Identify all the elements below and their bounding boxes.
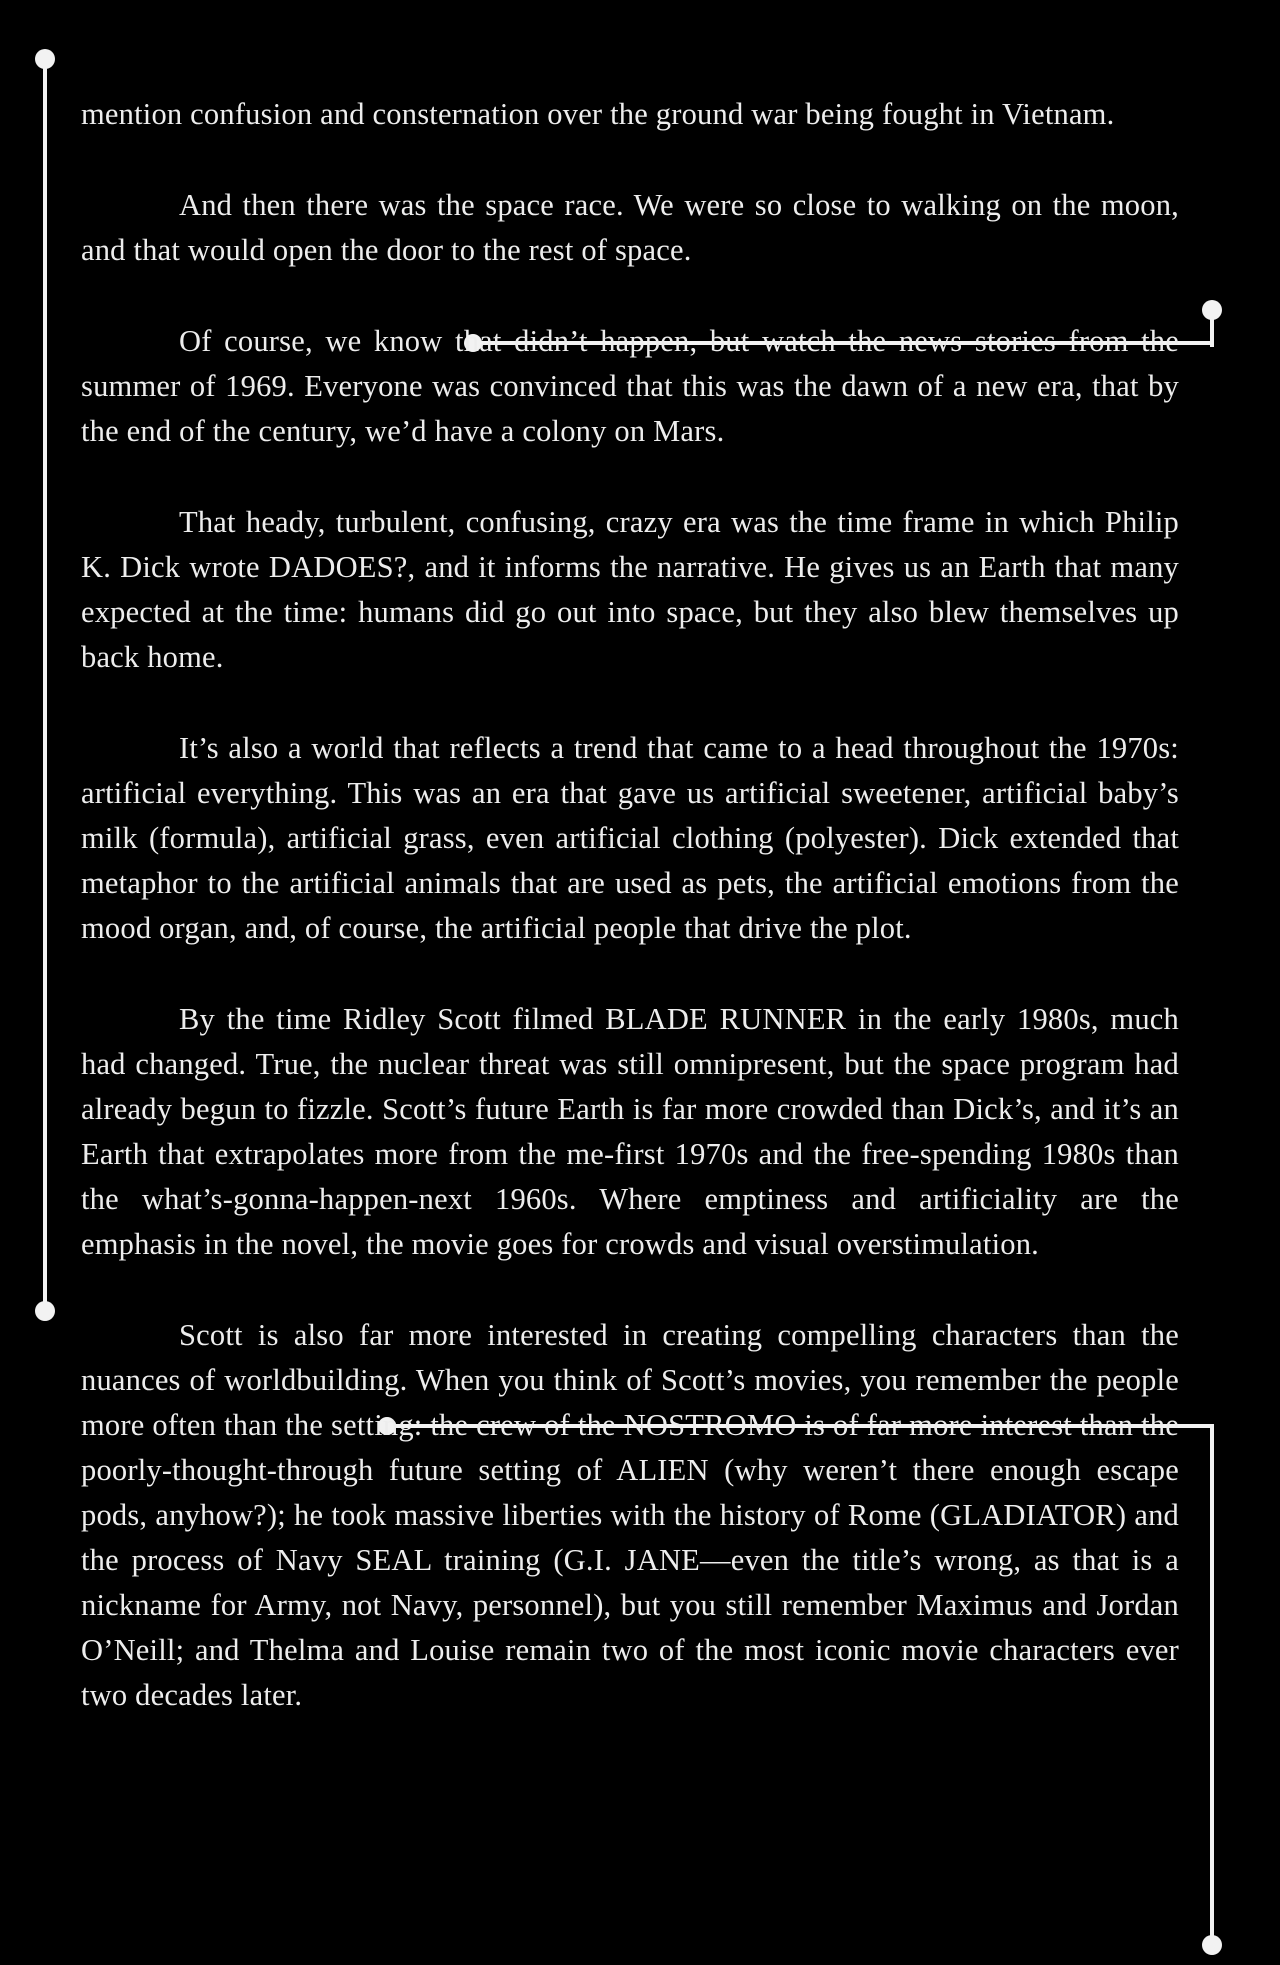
circuit-node-bottom-right [1202, 1935, 1222, 1955]
paragraph-5: It’s also a world that reflects a trend that came to a head throughout the 1970s: artificial everything. This was an era that gave us artificial sweetener, artificial baby’s milk (formula), artificial grass, even artificial clothing (polyester). Dick extended that metaphor to the artificial animals that are used as pets, the artificial emotions from the mood organ, and, of course, the artificial people that drive the plot. [81, 731, 1179, 945]
paragraph-7: Scott is also far more interested in creating compelling characters than the nuances of worldbuilding. When you think of Scott’s movies, you remember the people more often than the setting: the crew of the NOSTROMO is of far more interest than the poorly-thought-through future setting of ALIEN (why weren’t there enough escape pods, anyhow?); he took massive liberties with the history of Rome (GLADIATOR) and the process of Navy SEAL training (G.I. JANE—even the title’s wrong, as that is a nickname for Army, not Navy, personnel), but you still remember Maximus and Jordan O’Neill; and Thelma and Louise remain two of the most iconic movie characters ever two decades later. [81, 1318, 1179, 1712]
paragraph-6: By the time Ridley Scott filmed BLADE RUNNER in the early 1980s, much had changed. True, the nuclear threat was still omnipresent, but the space program had already begun to fizzle. Scott’s future Earth is far more crowded than Dick’s, and it’s an Earth that extrapolates more from the me-first 1970s and the free-spending 1980s than the what’s-gonna-happen-next 1960s. Where emptiness and artificiality are the emphasis in the novel, the movie goes for crowds and visual overstimulation. [81, 1002, 1179, 1261]
paragraph-3: Of course, we know that didn’t happen, but watch the news stories from the summer of 1969. Everyone was convinced that this was the dawn of a new era, that by the end of the century, we’d have a colony on Mars. [81, 324, 1179, 448]
text-column [81, 92, 1179, 1718]
paragraph-4: That heady, turbulent, confusing, crazy era was the time frame in which Philip K. Dick wrote DADOES?, and it informs the narrative. He gives us an Earth that many expected at the time: humans did go out into space, but they also blew themselves up back home. [81, 505, 1179, 674]
circuit-node-bottom-left [35, 1301, 55, 1321]
paragraph-2: And then there was the space race. We were so close to walking on the moon, and that would open the door to the rest of space. [81, 188, 1179, 267]
circuit-line-left [43, 60, 47, 1310]
circuit-line-right-lower [1210, 1424, 1214, 1944]
paragraph-1: mention confusion and consternation over the ground war being fought in Vietnam. [81, 97, 1115, 131]
